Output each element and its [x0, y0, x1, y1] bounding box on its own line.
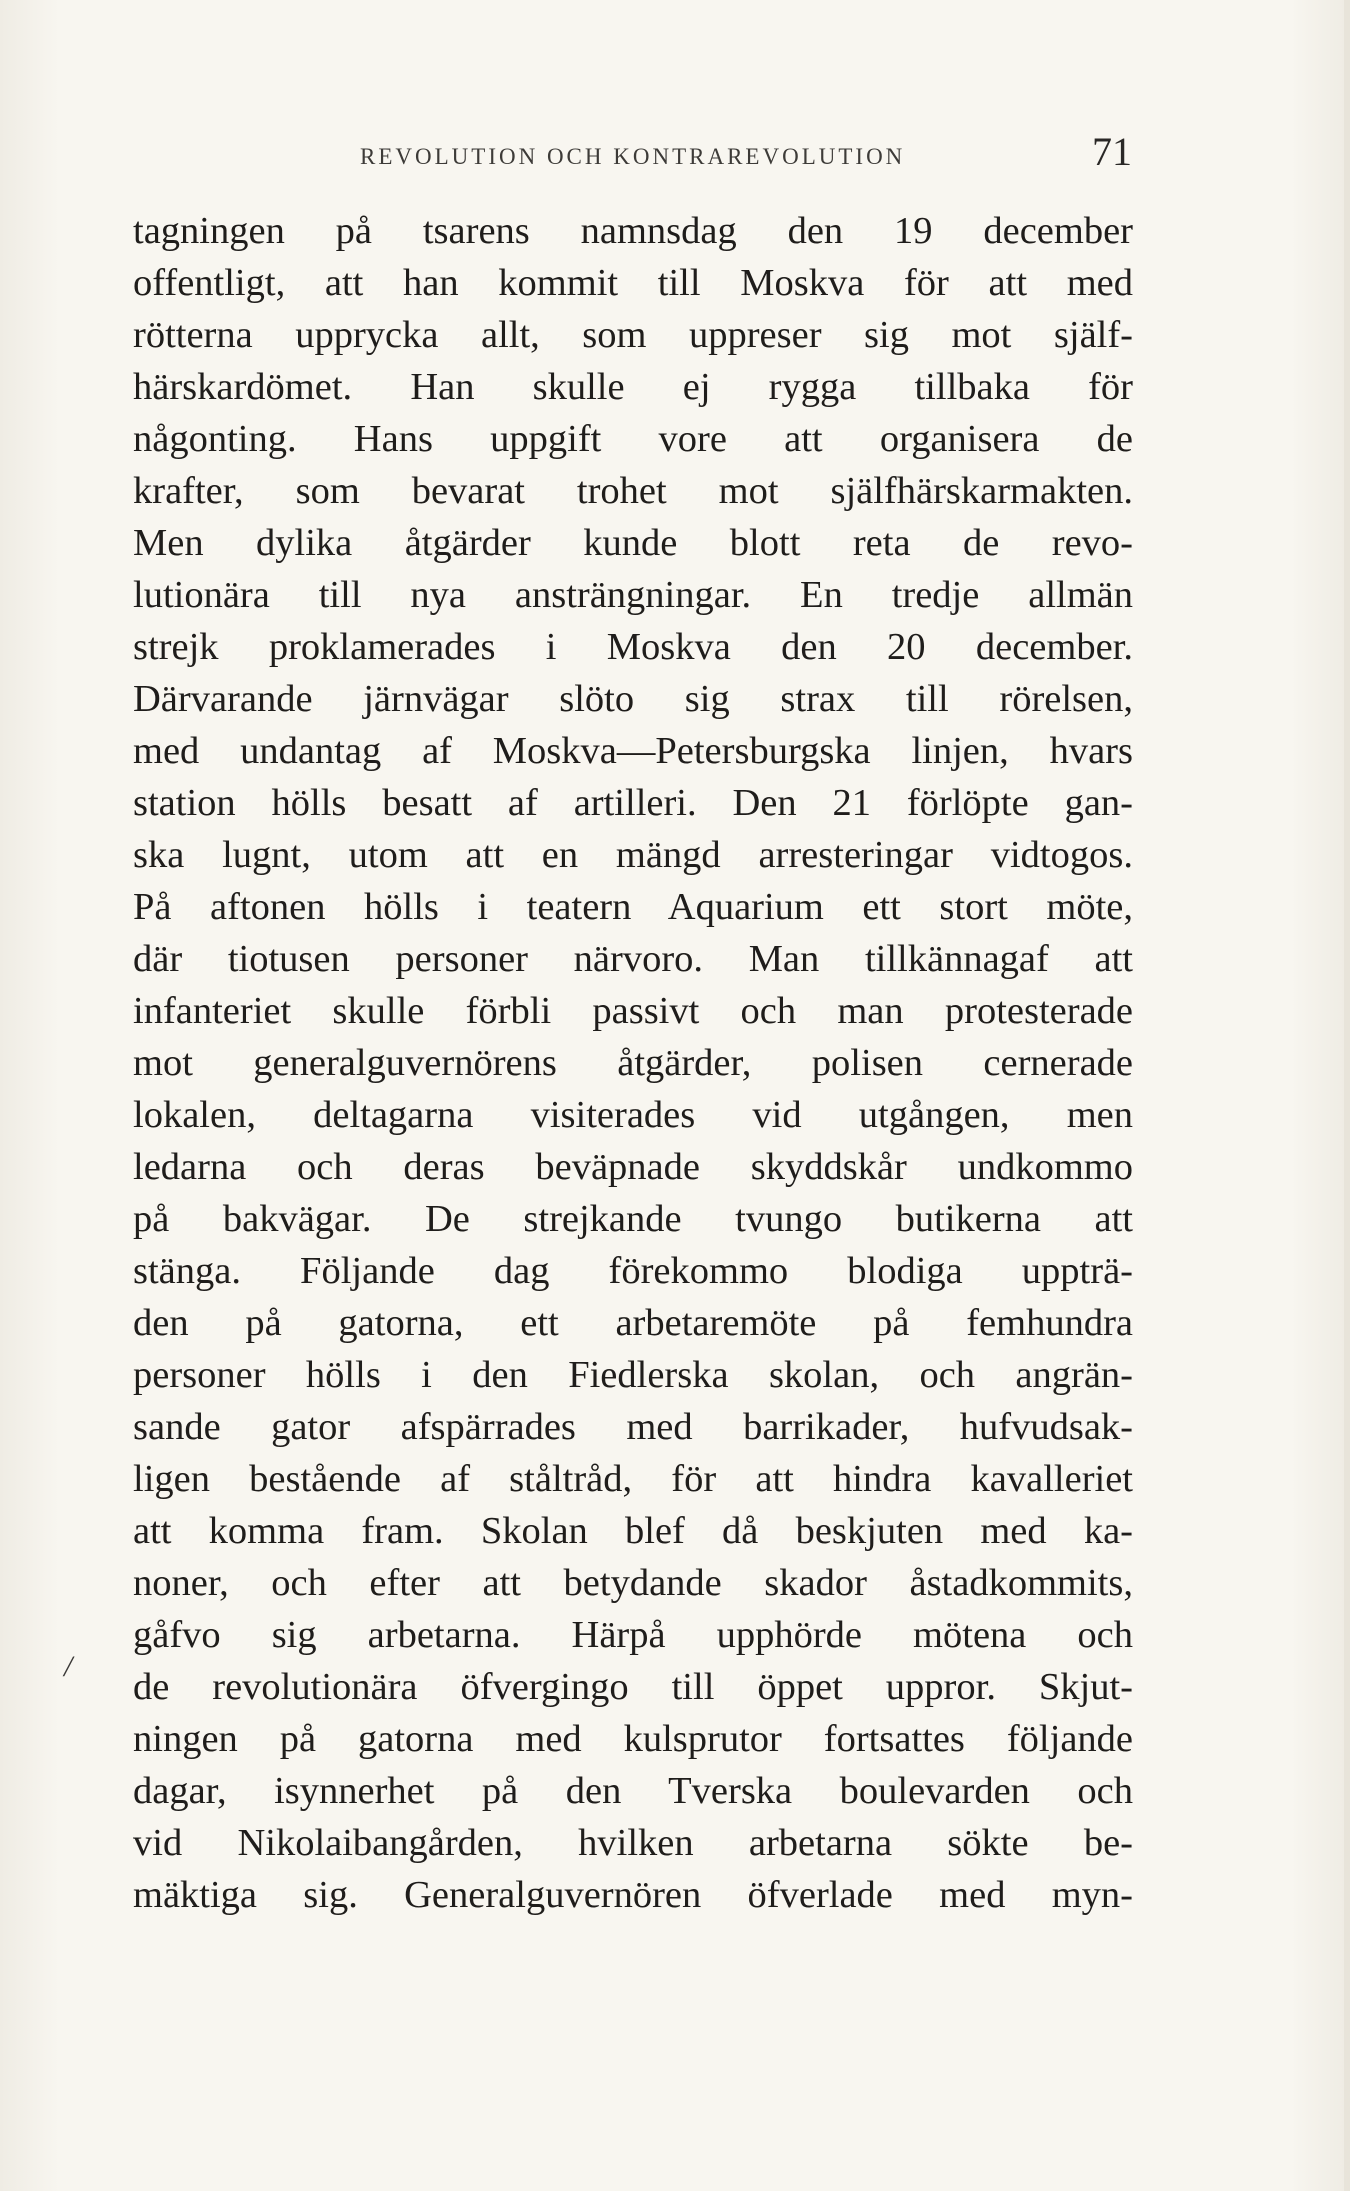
text-line: ligen bestående af ståltråd, för att hindra kavalleriet: [133, 1458, 1133, 1500]
text-line: noner, och efter att betydande skador åstadkommits,: [133, 1562, 1133, 1604]
text-line: strejk proklamerades i Moskva den 20 december.: [133, 626, 1133, 668]
text-line: någonting. Hans uppgift vore att organisera de: [133, 418, 1133, 460]
page-edge: [1344, 0, 1350, 2191]
text-line: de revolutionära öfvergingo till öppet uppror. Skjut-: [133, 1666, 1133, 1708]
margin-mark: /: [64, 1650, 73, 1683]
text-line: där tiotusen personer närvoro. Man tillkännagaf att: [133, 938, 1133, 980]
page-header: [130, 120, 1130, 180]
text-line: härskardömet. Han skulle ej rygga tillbaka för: [133, 366, 1133, 408]
text-line: Därvarande järnvägar slöto sig strax till rörelsen,: [133, 678, 1133, 720]
text-line: ningen på gatorna med kulsprutor fortsattes följande: [133, 1718, 1133, 1760]
text-line: mot generalguvernörens åtgärder, polisen cernerade: [133, 1042, 1133, 1084]
text-line: med undantag af Moskva—Petersburgska linjen, hvars: [133, 730, 1133, 772]
text-line: vid Nikolaibangården, hvilken arbetarna sökte be-: [133, 1822, 1133, 1864]
text-line: på bakvägar. De strejkande tvungo butikerna att: [133, 1198, 1133, 1240]
text-line: gåfvo sig arbetarna. Härpå upphörde mötena och: [133, 1614, 1133, 1656]
text-line: sande gator afspärrades med barrikader, hufvudsak-: [133, 1406, 1133, 1448]
text-line: Men dylika åtgärder kunde blott reta de revo-: [133, 522, 1133, 564]
text-line: lutionära till nya ansträngningar. En tredje allmän: [133, 574, 1133, 616]
running-title: REVOLUTION OCH KONTRAREVOLUTION: [360, 144, 906, 169]
body-text: [133, 205, 1133, 1921]
text-line: att komma fram. Skolan blef då beskjuten med ka-: [133, 1510, 1133, 1552]
text-line: lokalen, deltagarna visiterades vid utgången, men: [133, 1094, 1133, 1136]
text-line: personer hölls i den Fiedlerska skolan, och angrän-: [133, 1354, 1133, 1396]
text-line: offentligt, att han kommit till Moskva för att med: [133, 262, 1133, 304]
text-line: ska lugnt, utom att en mängd arresteringar vidtogos.: [133, 834, 1133, 876]
text-line: mäktiga sig. Generalguvernören öfverlade med myn-: [133, 1874, 1133, 1916]
text-line: tagningen på tsarens namnsdag den 19 december: [133, 210, 1133, 252]
text-line: stänga. Följande dag förekommo blodiga uppträ-: [133, 1250, 1133, 1292]
page-number: 71: [1092, 129, 1132, 174]
text-line: ledarna och deras beväpnade skyddskår undkommo: [133, 1146, 1133, 1188]
text-line: station hölls besatt af artilleri. Den 21 förlöpte gan-: [133, 782, 1133, 824]
text-line: infanteriet skulle förbli passivt och man protesterade: [133, 990, 1133, 1032]
text-line: krafter, som bevarat trohet mot själfhärskarmakten.: [133, 470, 1133, 512]
text-line: rötterna upprycka allt, som uppreser sig mot själf-: [133, 314, 1133, 356]
text-line: På aftonen hölls i teatern Aquarium ett stort möte,: [133, 886, 1133, 928]
text-line: den på gatorna, ett arbetaremöte på femhundra: [133, 1302, 1133, 1344]
text-line: dagar, isynnerhet på den Tverska boulevarden och: [133, 1770, 1133, 1812]
